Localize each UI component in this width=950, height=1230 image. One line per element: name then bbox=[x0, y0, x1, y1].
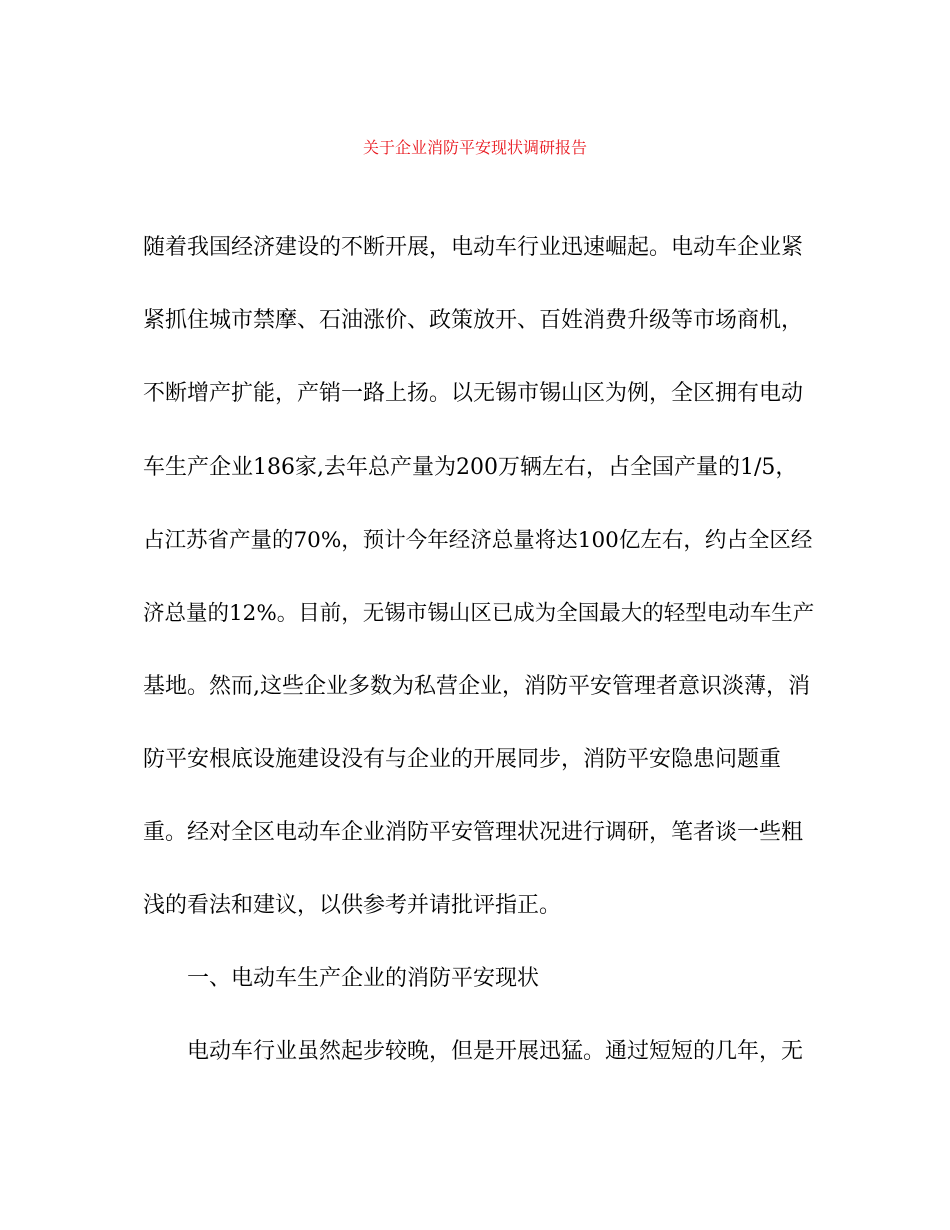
section-heading: 一、电动车生产企业的消防平安现状 bbox=[187, 966, 540, 991]
paragraph-line: 不断增产扩能，产销一路上扬。以无锡市锡山区为例，全区拥有电动 bbox=[143, 381, 804, 406]
paragraph-line: 重。经对全区电动车企业消防平安管理状况进行调研，笔者谈一些粗 bbox=[143, 820, 804, 845]
paragraph-line: 紧抓住城市禁摩、石油涨价、政策放开、百姓消费升级等市场商机， bbox=[143, 308, 804, 333]
document-title: 关于企业消防平安现状调研报告 bbox=[362, 138, 587, 157]
paragraph-line: 车生产企业186家,去年总产量为200万辆左右，占全国产量的1/5， bbox=[143, 455, 798, 480]
paragraph-line: 浅的看法和建议，以供参考并请批评指正。 bbox=[143, 893, 562, 918]
paragraph-line: 基地。然而,这些企业多数为私营企业，消防平安管理者意识淡薄，消 bbox=[143, 674, 810, 699]
paragraph-line: 济总量的12%。目前，无锡市锡山区已成为全国最大的轻型电动车生产 bbox=[143, 601, 815, 626]
paragraph-line: 电动车行业虽然起步较晚，但是开展迅猛。通过短短的几年，无 bbox=[187, 1039, 804, 1064]
paragraph-line: 随着我国经济建设的不断开展，电动车行业迅速崛起。电动车企业紧 bbox=[143, 235, 804, 260]
paragraph-line: 防平安根底设施建设没有与企业的开展同步，消防平安隐患问题重 bbox=[143, 747, 782, 772]
paragraph-line: 占江苏省产量的70%，预计今年经济总量将达100亿左右，约占全区经 bbox=[143, 528, 813, 553]
